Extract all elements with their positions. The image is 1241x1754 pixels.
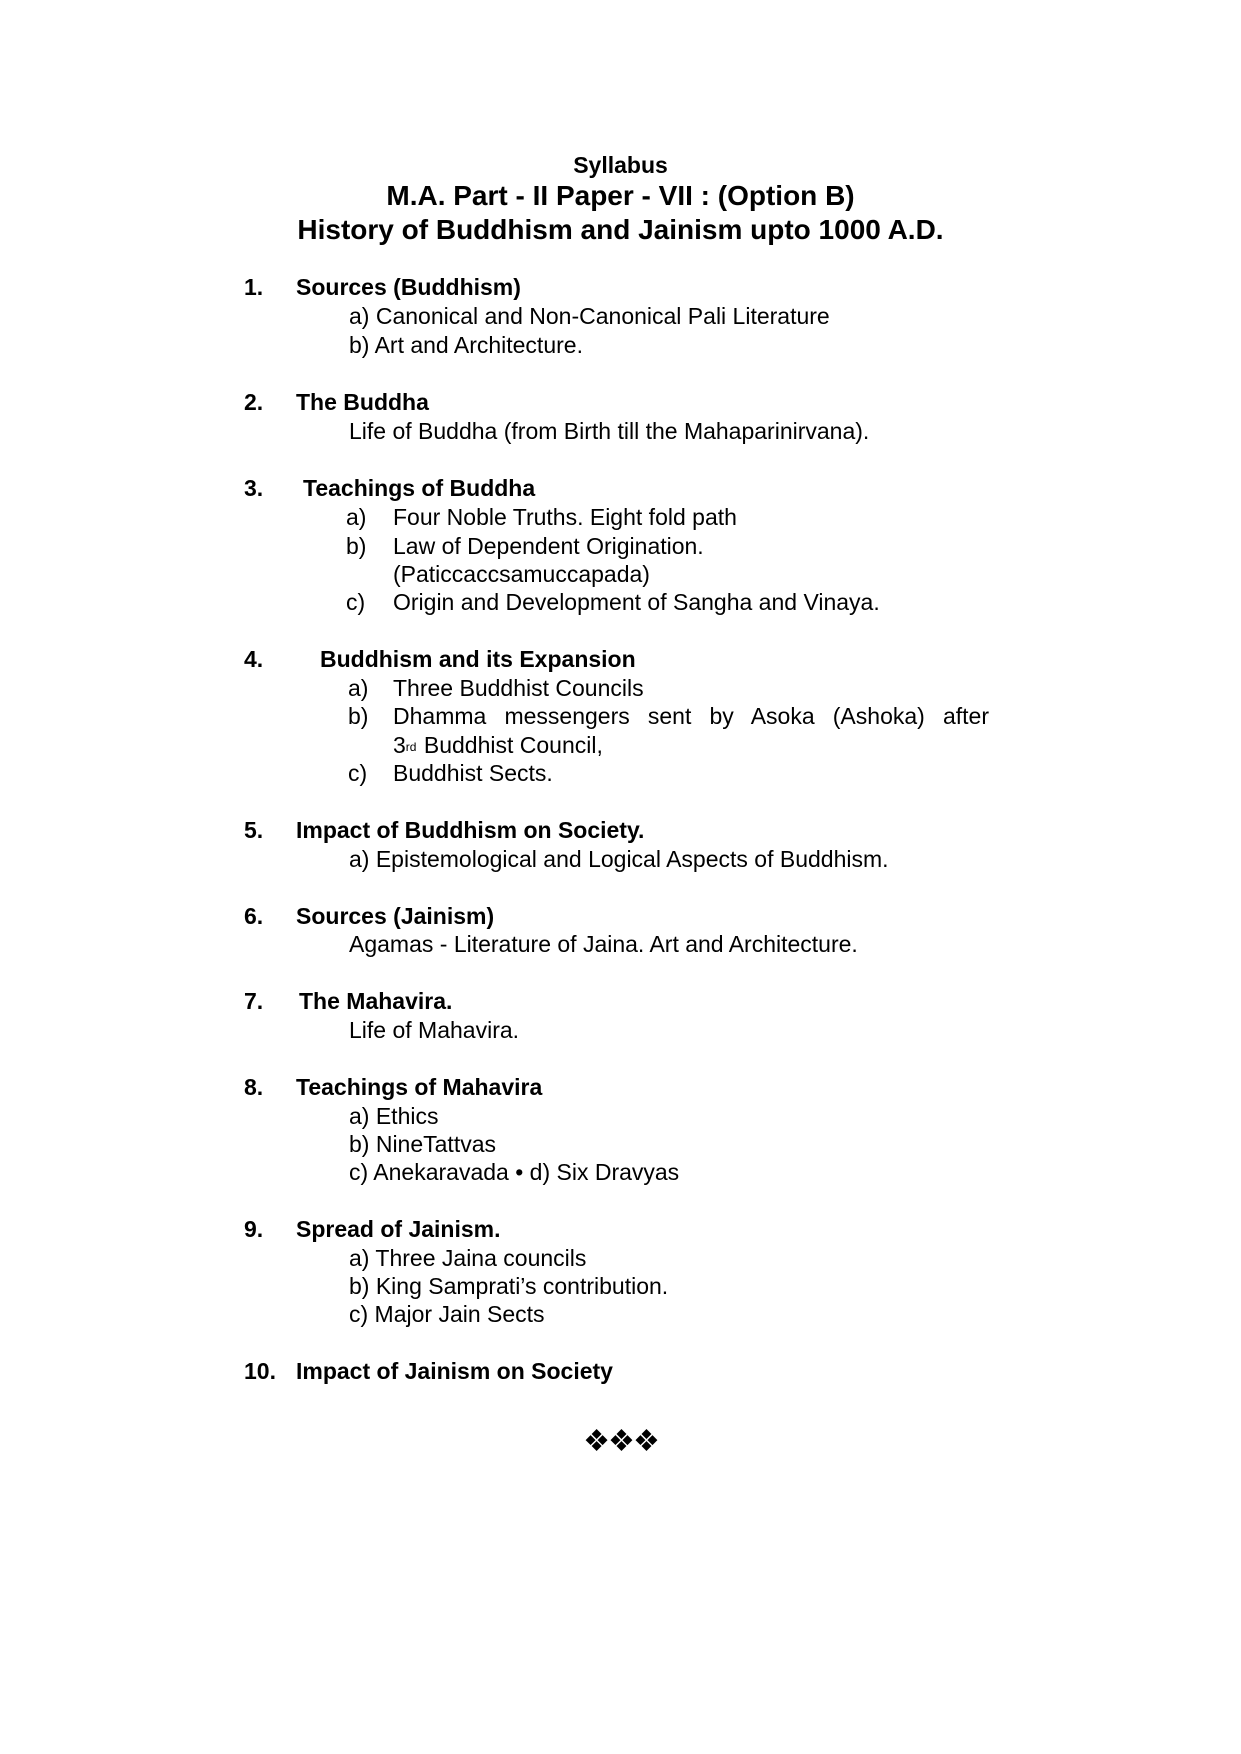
item-line: a) Epistemological and Logical Aspects of Buddhism. xyxy=(349,846,889,872)
continuation-text: Buddhist Council, xyxy=(417,732,603,758)
subitem-text: Origin and Development of Sangha and Vinaya. xyxy=(393,589,880,615)
item-title: Teachings of Buddha xyxy=(303,475,536,501)
item-title: The Buddha xyxy=(296,389,429,415)
item-number: 6. xyxy=(244,903,264,929)
item-line: a) Canonical and Non-Canonical Pali Literature xyxy=(349,303,830,329)
subitem-marker: b) xyxy=(348,703,369,729)
item-line: b) King Samprati’s contribution. xyxy=(349,1273,669,1299)
subitem-text: Three Buddhist Councils xyxy=(393,675,644,701)
item-line: Agamas - Literature of Jaina. Art and Architecture. xyxy=(349,931,858,957)
item-number: 7. xyxy=(244,988,264,1014)
course-title: History of Buddhism and Jainism upto 1000 A.D. xyxy=(297,214,944,245)
item-title: Teachings of Mahavira xyxy=(296,1074,543,1100)
subitem-continuation: (Paticcaccsamuccapada) xyxy=(393,561,650,587)
item-number: 1. xyxy=(244,274,264,300)
subitem-text: Buddhist Sects. xyxy=(393,760,553,786)
item-title: Sources (Jainism) xyxy=(296,903,495,929)
subitem-continuation xyxy=(393,731,603,760)
item-line: b) NineTattvas xyxy=(349,1131,497,1157)
item-line: Life of Buddha (from Birth till the Mahaparinirvana). xyxy=(349,418,870,444)
item-number: 5. xyxy=(244,817,264,843)
item-line: a) Three Jaina councils xyxy=(349,1245,587,1271)
item-line: a) Ethics xyxy=(349,1103,439,1129)
ordinal-suffix: rd xyxy=(405,740,417,754)
item-number: 8. xyxy=(244,1074,264,1100)
item-title: Spread of Jainism. xyxy=(296,1216,501,1242)
ordinal-number: 3 xyxy=(393,732,406,758)
subitem-text: Law of Dependent Origination. xyxy=(393,533,704,559)
subitem-marker: c) xyxy=(346,589,366,615)
item-line: c) Anekaravada • d) Six Dravyas xyxy=(349,1159,680,1185)
subitem-text: Four Noble Truths. Eight fold path xyxy=(393,504,737,530)
item-title: Impact of Buddhism on Society. xyxy=(296,817,645,843)
item-number: 9. xyxy=(244,1216,264,1242)
item-number: 10. xyxy=(244,1358,276,1384)
item-number: 2. xyxy=(244,389,264,415)
item-line: c) Major Jain Sects xyxy=(349,1301,545,1327)
item-line: Life of Mahavira. xyxy=(349,1017,520,1043)
subitem-marker: a) xyxy=(346,504,367,530)
subitem-marker: c) xyxy=(348,760,368,786)
item-title: Impact of Jainism on Society xyxy=(296,1358,613,1384)
item-title: The Mahavira. xyxy=(299,988,453,1014)
subitem-text: Dhamma messengers sent by Asoka (Ashoka) after xyxy=(393,703,989,729)
subitem-marker: b) xyxy=(346,533,367,559)
paper-heading: M.A. Part - II Paper - VII : (Option B) xyxy=(386,180,855,211)
item-number: 4. xyxy=(244,646,264,672)
end-ornament: ❖❖❖ xyxy=(583,1425,658,1458)
item-title: Sources (Buddhism) xyxy=(296,274,521,300)
item-title: Buddhism and its Expansion xyxy=(320,646,636,672)
subitem-marker: a) xyxy=(348,675,369,701)
item-line: b) Art and Architecture. xyxy=(349,332,583,358)
syllabus-label: Syllabus xyxy=(573,152,668,178)
item-number: 3. xyxy=(244,475,264,501)
